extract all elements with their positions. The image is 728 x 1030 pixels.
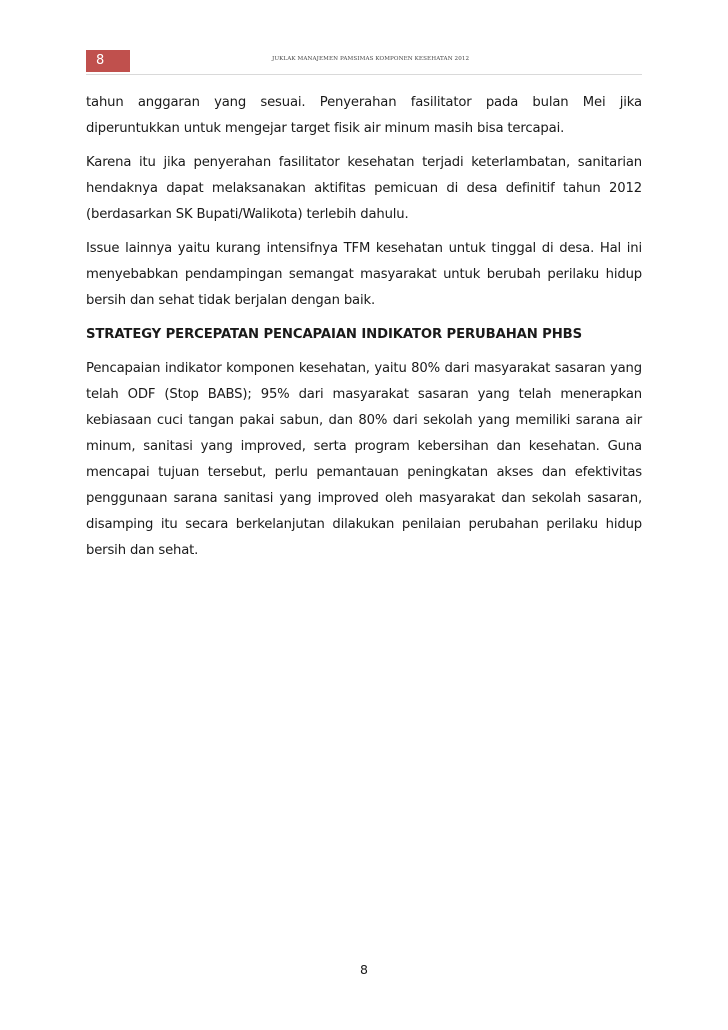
- footer-page-number: 8: [360, 962, 368, 977]
- paragraph-1: tahun anggaran yang sesuai. Penyerahan fasilitator pada bulan Mei jika diperuntukkan untuk mengejar target fisik air minum masih bisa tercapai.: [86, 95, 642, 136]
- page-header: [86, 48, 642, 75]
- paragraph-2: Karena itu jika penyerahan fasilitator kesehatan terjadi keterlambatan, sanitarian hendaknya dapat melaksanakan aktifitas pemicuan di desa definitif tahun 2012 (berdasarkan SK Bupati/Walikota) terlebih dahulu.: [86, 155, 642, 222]
- section-heading: STRATEGY PERCEPATAN PENCAPAIAN INDIKATOR PERUBAHAN PHBS: [86, 327, 583, 342]
- paragraph-3: Issue lainnya yaitu kurang intensifnya TFM kesehatan untuk tinggal di desa. Hal ini menyebabkan pendampingan semangat masyarakat untuk berubah perilaku hidup bersih dan sehat tidak berjalan dengan baik.: [86, 241, 642, 308]
- header-running-title: JUKLAK MANAJEMEN PAMSIMAS KOMPONEN KESEHATAN 2012: [272, 56, 470, 62]
- header-page-number-tab: 8: [86, 50, 130, 72]
- paragraph-4: Pencapaian indikator komponen kesehatan, yaitu 80% dari masyarakat sasaran yang telah ODF (Stop BABS); 95% dari masyarakat sasaran yang telah menerapkan kebiasaan cuci tangan pakai sabun, dan 80% dari sekolah yang memiliki sarana air minum, sanitasi yang improved, serta program kebersihan dan kesehatan. Guna mencapai tujuan tersebut, perlu pemantauan peningkatan akses dan efektivitas penggunaan sarana sanitasi yang improved oleh masyarakat dan sekolah sasaran, disamping itu secara berkelanjutan dilakukan penilaian perubahan perilaku hidup bersih dan sehat.: [86, 361, 642, 558]
- page-content: [86, 90, 642, 572]
